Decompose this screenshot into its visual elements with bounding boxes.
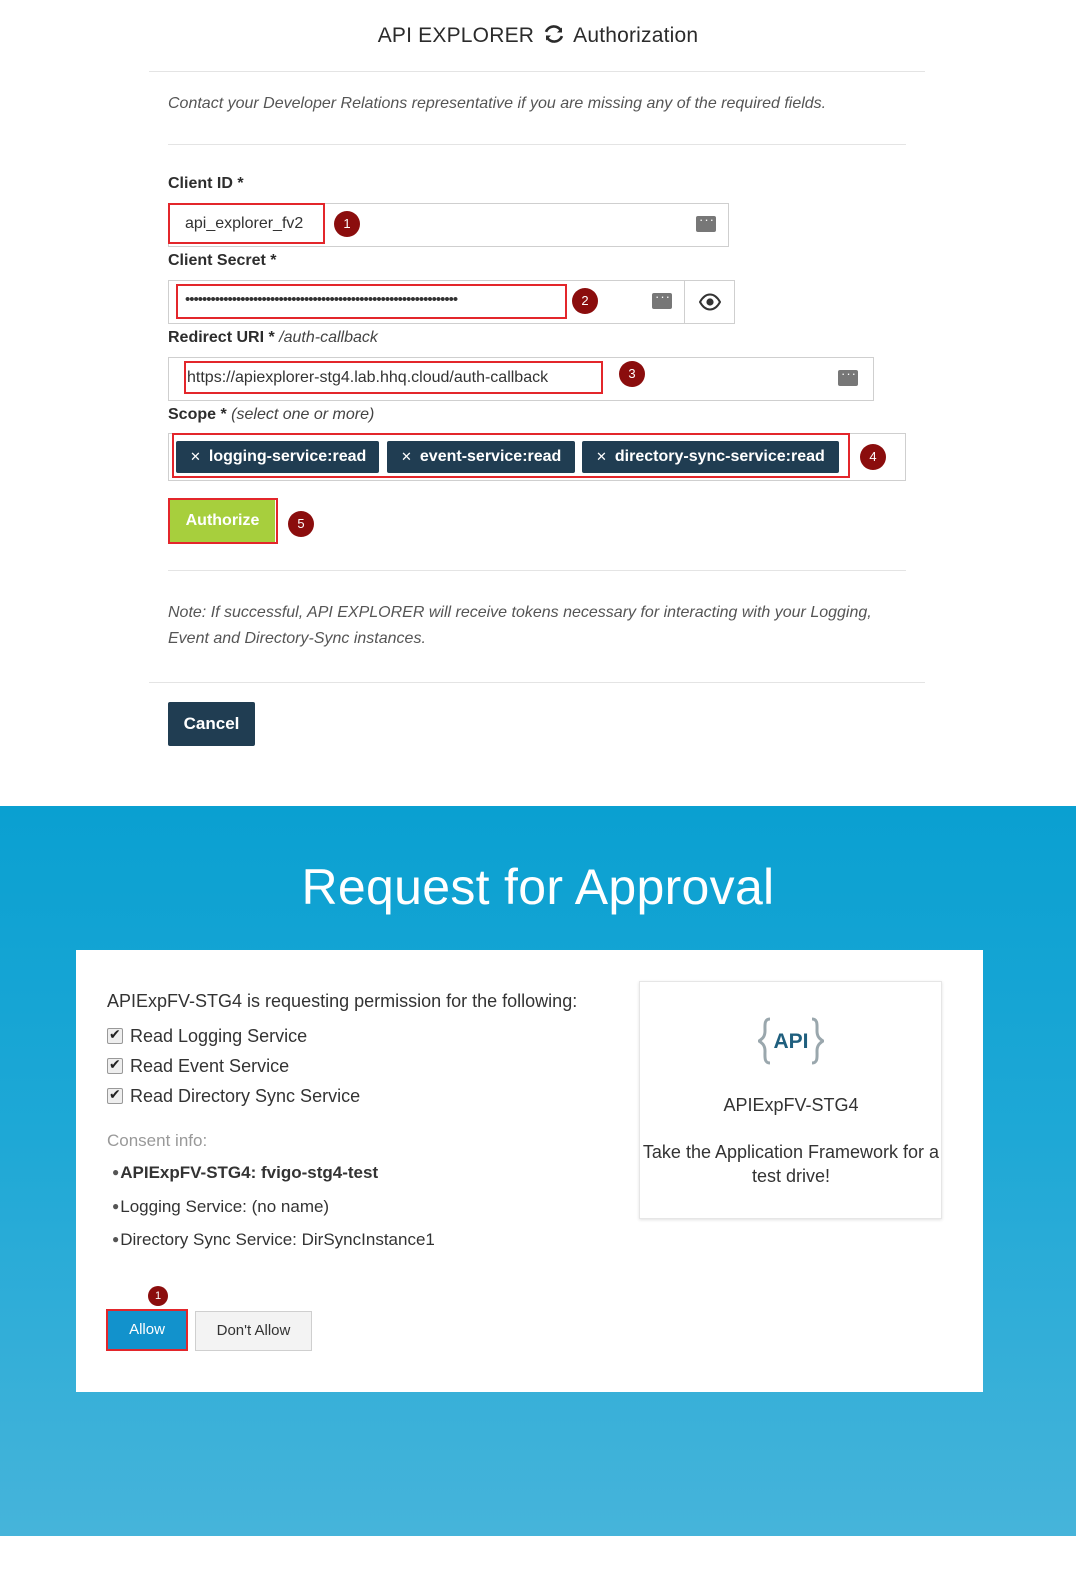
highlight-box (168, 498, 278, 544)
cancel-button[interactable]: Cancel (168, 702, 255, 746)
permission-label: Read Logging Service (130, 1026, 308, 1046)
step-badge: 1 (334, 211, 360, 237)
permission-item[interactable] (107, 1056, 289, 1077)
app-title-left: API EXPLORER (377, 24, 535, 47)
request-text: APIExpFV-STG4 is requesting permission for the following: (107, 991, 578, 1011)
consent-item (112, 1163, 378, 1183)
note-text: Note: If successful, API EXPLORER will receive tokens necessary for interacting with your Logging, Event and Directory-Sync instances. (168, 604, 872, 647)
divider (168, 144, 906, 145)
required-mark: * (237, 175, 244, 192)
permission-label: Read Directory Sync Service (130, 1086, 361, 1106)
consent-item-text: APIExpFV-STG4: fvigo-stg4-test (120, 1163, 379, 1182)
api-logo-text: API (773, 1030, 809, 1053)
client-id-label (168, 175, 244, 193)
allow-button[interactable]: Allow (108, 1311, 186, 1349)
redirect-uri-value: https://apiexplorer-stg4.lab.hhq.cloud/auth-callback (187, 369, 549, 386)
consent-item (112, 1230, 435, 1250)
bullet-icon: ● (112, 1199, 120, 1213)
intro-text: Contact your Developer Relations representative if you are missing any of the required fields. (168, 95, 827, 112)
highlight-box (176, 284, 567, 319)
consent-info-label: Consent info: (107, 1131, 208, 1150)
redirect-uri-label (168, 329, 378, 347)
step-badge: 5 (288, 511, 314, 537)
scope-tag-label: event-service:read (419, 448, 562, 465)
step-badge: 2 (572, 288, 598, 314)
consent-item-text: Directory Sync Service: DirSyncInstance1 (120, 1230, 435, 1249)
step-badge: 3 (619, 361, 645, 387)
bullet-icon: ● (112, 1165, 120, 1179)
sync-icon (542, 22, 566, 46)
consent-item (112, 1197, 329, 1217)
app-title-right: Authorization (573, 24, 699, 47)
client-secret-label-text: Client Secret (168, 252, 266, 269)
step-badge: 4 (860, 444, 886, 470)
client-secret-label (168, 252, 277, 270)
scope-tag-label: directory-sync-service:read (614, 448, 825, 465)
client-id-label-text: Client ID (168, 175, 233, 192)
permission-item[interactable] (107, 1026, 307, 1047)
checkbox-checked-icon[interactable] (107, 1028, 123, 1044)
remove-tag-icon[interactable]: ✕ (401, 449, 412, 464)
api-logo (758, 1015, 824, 1067)
bullet-icon: ● (112, 1232, 120, 1246)
client-id-value: api_explorer_fv2 (185, 215, 304, 232)
remove-tag-icon[interactable]: ✕ (596, 449, 607, 464)
password-manager-icon[interactable] (652, 293, 672, 309)
app-name: APIExpFV-STG4 (723, 1095, 859, 1115)
required-mark: * (268, 329, 275, 346)
password-manager-icon[interactable] (696, 216, 716, 232)
permission-label: Read Event Service (130, 1056, 290, 1076)
highlight-box (172, 433, 850, 478)
app-description: Take the Application Framework for a test drive! (642, 1142, 940, 1186)
redirect-uri-hint: /auth-callback (279, 329, 378, 346)
highlight-box (184, 361, 603, 394)
scope-tag-label: logging-service:read (208, 448, 367, 465)
scope-label (168, 406, 374, 424)
show-secret-button[interactable] (684, 280, 735, 324)
authorize-button[interactable]: Authorize (170, 500, 275, 542)
client-secret-value: •••••••••••••••••••••••••••••••••••••••••••••••••••••••••••••••• (185, 291, 458, 308)
scope-hint: (select one or more) (231, 406, 375, 423)
divider (149, 71, 925, 72)
step-badge: 1 (148, 1286, 168, 1306)
divider (149, 682, 925, 683)
eye-icon (699, 293, 721, 311)
remove-tag-icon[interactable]: ✕ (190, 449, 201, 464)
redirect-uri-label-text: Redirect URI (168, 329, 265, 346)
dont-allow-button[interactable]: Don't Allow (195, 1311, 312, 1351)
approval-title: Request for Approval (301, 859, 775, 915)
checkbox-checked-icon[interactable] (107, 1088, 123, 1104)
required-mark: * (270, 252, 277, 269)
checkbox-checked-icon[interactable] (107, 1058, 123, 1074)
consent-item-text: Logging Service: (no name) (120, 1197, 330, 1216)
highlight-box (106, 1309, 188, 1351)
scope-label-text: Scope (168, 406, 217, 423)
permission-item[interactable] (107, 1086, 360, 1107)
password-manager-icon[interactable] (838, 370, 858, 386)
required-mark: * (220, 406, 227, 423)
page-title (0, 22, 1076, 48)
highlight-box (168, 203, 325, 244)
divider (168, 570, 906, 571)
